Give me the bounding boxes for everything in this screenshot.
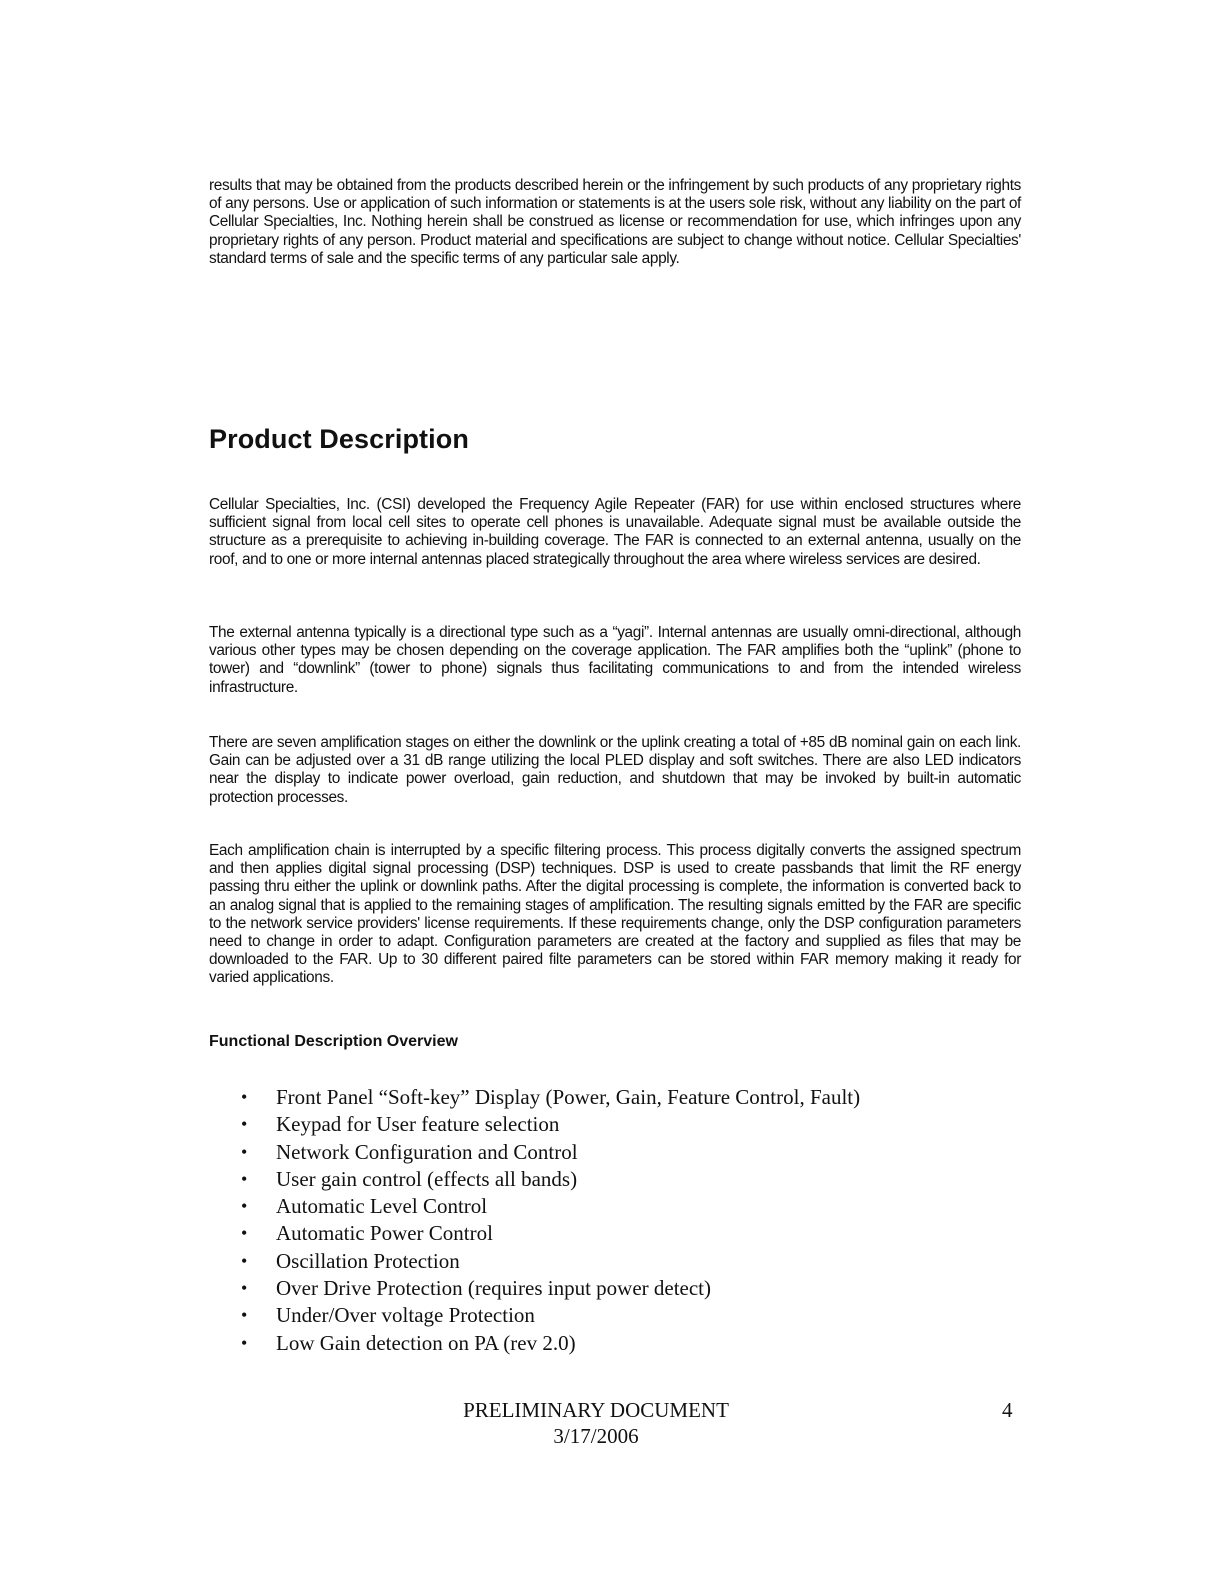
feature-list <box>241 1084 860 1357</box>
list-item-text: Under/Over voltage Protection <box>276 1303 535 1328</box>
bullet-icon: • <box>241 1087 248 1107</box>
bullet-icon: • <box>241 1141 248 1162</box>
footer-label: PRELIMINARY DOCUMENT <box>463 1398 729 1422</box>
list-item <box>241 1111 860 1138</box>
bullet-icon: • <box>241 1168 248 1189</box>
list-item <box>241 1193 860 1220</box>
bullet-icon: • <box>241 1278 248 1299</box>
list-item-text: Network Configuration and Control <box>276 1139 578 1164</box>
bullet-icon: • <box>241 1196 248 1217</box>
list-item <box>241 1302 860 1329</box>
bullet-icon: • <box>241 1305 248 1326</box>
overview-title: Functional Description Overview <box>209 1033 458 1050</box>
list-item <box>241 1248 860 1275</box>
bullet-icon: • <box>241 1114 248 1135</box>
list-item <box>241 1220 860 1247</box>
page-footer <box>420 1397 772 1449</box>
body-paragraph: There are seven amplification stages on either the downlink or the uplink creating a total of +85 dB nominal gain on each link. Gain can be adjusted over a 31 dB range utilizing the local PLED display and soft switches. There are also LED indicators near the display to indicate power overload, gain reduction, and shutdown that may be invoked by built-in automatic protection processes. <box>209 734 1021 806</box>
list-item-text: Keypad for User feature selection <box>276 1112 560 1137</box>
bullet-icon: • <box>241 1223 248 1244</box>
page-number: 4 <box>1002 1398 1013 1422</box>
bullet-icon: • <box>241 1332 248 1353</box>
list-item <box>241 1139 860 1166</box>
list-item-text: User gain control (effects all bands) <box>276 1166 578 1191</box>
bullet-icon: • <box>241 1250 248 1271</box>
list-item-text: Automatic Level Control <box>276 1194 488 1219</box>
list-item-text: Front Panel “Soft-key” Display (Power, Gain, Feature Control, Fault) <box>276 1085 861 1109</box>
list-item-text: Oscillation Protection <box>276 1248 460 1273</box>
list-item-text: Automatic Power Control <box>276 1221 493 1246</box>
list-item <box>241 1084 860 1111</box>
body-paragraph: Each amplification chain is interrupted by a specific filtering process. This process digitally converts the assigned spectrum and then applies digital signal processing (DSP) techniques. DSP is used to create passbands that limit the RF energy passing thru either the uplink or downlink paths. After the digital processing is complete, the information is converted back to an analog signal that is applied to the remaining stages of amplification. The resulting signals emitted by the FAR are specific to the network service providers' license requirements. If these requirements change, only the DSP configuration parameters need to change in order to adapt. Configuration parameters are created at the factory and supplied as files that may be downloaded to the FAR. Up to 30 different paired filte parameters can be stored within FAR memory making it ready for varied applications. <box>209 842 1021 987</box>
list-item-text: Low Gain detection on PA (rev 2.0) <box>276 1330 576 1355</box>
list-item <box>241 1275 860 1302</box>
disclaimer-paragraph: results that may be obtained from the products described herein or the infringement by such products of any proprietary rights of any persons. Use or application of such information or statements is at the users sole risk, without any liability on the part of Cellular Specialties, Inc. Nothing herein shall be construed as license or recommendation for use, which infringes upon any proprietary rights of any person. Product material and specifications are subject to change without notice. Cellular Specialties' standard terms of sale and the specific terms of any particular sale apply. <box>209 177 1021 267</box>
footer-date: 3/17/2006 <box>553 1424 639 1448</box>
body-paragraph: Cellular Specialties, Inc. (CSI) developed the Frequency Agile Repeater (FAR) for use within enclosed structures where sufficient signal from local cell sites to operate cell phones is unavailable. Adequate signal must be available outside the structure as a prerequisite to achieving in-building coverage. The FAR is connected to an external antenna, usually on the roof, and to one or more internal antennas placed strategically throughout the area where wireless services are desired. <box>209 496 1021 568</box>
body-paragraph: The external antenna typically is a directional type such as a “yagi”. Internal antennas are usually omni-directional, although various other types may be chosen depending on the coverage application. The FAR amplifies both the “uplink” (phone to tower) and “downlink” (tower to phone) signals thus facilitating communications to and from the intended wireless infrastructure. <box>209 624 1021 696</box>
list-item <box>241 1330 860 1357</box>
section-title: Product Description <box>209 424 469 454</box>
list-item <box>241 1166 860 1193</box>
list-item-text: Over Drive Protection (requires input power detect) <box>276 1276 712 1301</box>
